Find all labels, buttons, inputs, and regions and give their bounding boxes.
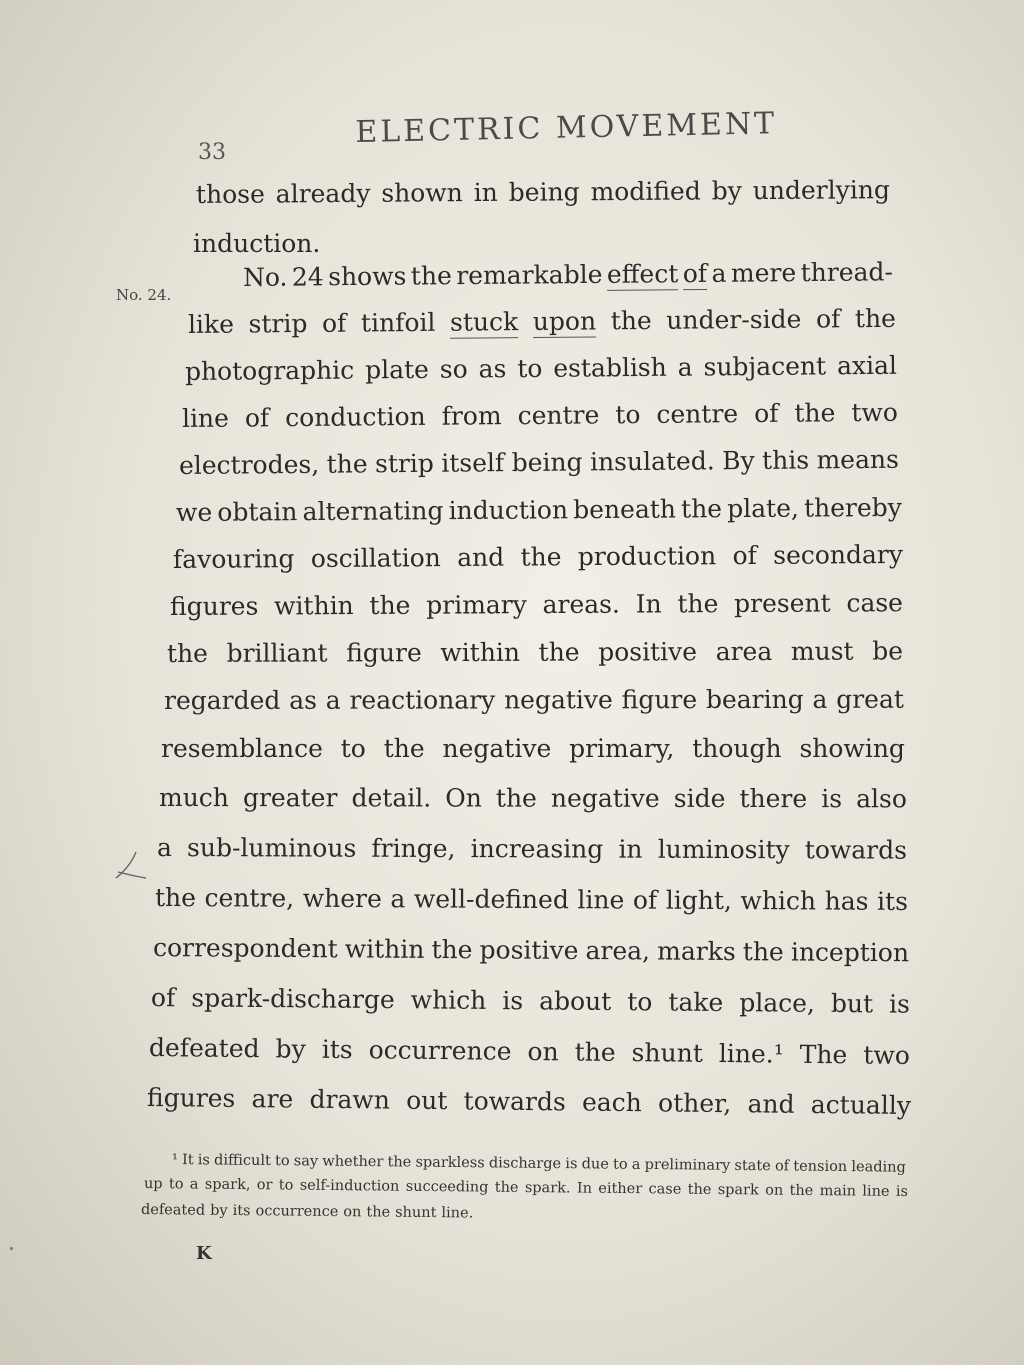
word: each	[581, 1087, 643, 1118]
footnote-word: leading	[851, 1159, 906, 1176]
word: the	[538, 637, 580, 667]
word: be	[872, 636, 904, 666]
word: In	[635, 589, 662, 619]
word: induction	[448, 495, 569, 526]
word: the	[574, 1037, 616, 1067]
word: itself	[441, 448, 505, 478]
footnote-word: discharge	[488, 1155, 562, 1173]
word: alternating	[302, 496, 444, 527]
word: occurrence	[368, 1035, 512, 1066]
word: insulated.	[589, 446, 715, 477]
word: a	[677, 352, 693, 382]
word: a	[711, 258, 727, 288]
footnote-word: the	[687, 1181, 712, 1198]
word: to	[615, 399, 641, 430]
footnote-word: by	[210, 1202, 228, 1219]
text-line	[149, 1033, 910, 1071]
text-line	[196, 175, 890, 210]
margin-note: No. 24.	[116, 286, 172, 304]
word: defeated	[148, 1033, 260, 1064]
footnote-word: to	[278, 1177, 294, 1194]
word: a	[156, 833, 172, 863]
word: the	[369, 590, 411, 620]
word: obtain	[217, 497, 298, 527]
word: those	[195, 179, 265, 209]
text-line	[243, 257, 893, 294]
word: On	[445, 783, 482, 813]
word: tinfoil	[360, 307, 436, 338]
word: of	[732, 540, 757, 571]
word: shown	[381, 178, 463, 208]
word: also	[856, 784, 907, 814]
footnote-word: sparkless	[415, 1154, 485, 1172]
word: is	[502, 986, 524, 1016]
word: the	[680, 494, 723, 524]
word: the	[383, 734, 425, 763]
word: areas.	[542, 589, 621, 620]
word: effect	[606, 259, 679, 289]
word: establish	[553, 352, 667, 383]
word: the	[794, 398, 836, 428]
word: thereby	[803, 492, 902, 523]
footnote-word: the	[387, 1154, 412, 1171]
word: to	[627, 987, 653, 1017]
word: side	[673, 783, 726, 813]
word: well-defined	[413, 884, 569, 915]
footnote-word: state	[734, 1157, 771, 1175]
word: as	[289, 685, 317, 715]
footnote-word: its	[232, 1202, 251, 1220]
word: the	[495, 783, 537, 813]
text-line	[167, 636, 903, 669]
word: the	[166, 638, 209, 668]
paper-speck	[10, 1247, 13, 1250]
word: the	[854, 303, 897, 334]
word: correspondent	[152, 933, 338, 964]
word: its	[321, 1034, 353, 1065]
word: out	[406, 1085, 448, 1116]
word: in	[618, 834, 643, 864]
text-line	[159, 783, 907, 814]
word: marks	[657, 936, 736, 967]
footnote-word: spark	[717, 1182, 759, 1199]
word: means	[816, 444, 899, 475]
footnote-word: either	[598, 1180, 643, 1198]
word: we	[175, 497, 213, 527]
word: luminosity	[657, 834, 790, 865]
word: remarkable	[456, 259, 603, 291]
text-line	[161, 734, 905, 764]
word: spark-discharge	[191, 983, 395, 1015]
word: beneath	[573, 494, 677, 525]
word: figure	[621, 685, 698, 715]
word: subjacent	[703, 351, 827, 382]
word: line	[577, 885, 625, 915]
word: great	[836, 684, 904, 714]
word: photographic	[184, 355, 355, 386]
word: figure	[346, 638, 422, 668]
word: strip	[248, 308, 308, 339]
word: drawn	[309, 1084, 391, 1115]
text-line	[157, 833, 907, 866]
word: of	[632, 885, 658, 915]
footnote-word: shunt	[395, 1204, 437, 1222]
word: of	[682, 258, 708, 289]
footnote-word: In	[576, 1180, 593, 1197]
word: the	[610, 305, 652, 336]
word: from	[441, 401, 502, 431]
text-line	[182, 398, 898, 434]
word: negative	[550, 783, 660, 813]
word: to	[517, 353, 543, 384]
word: line	[181, 403, 230, 433]
word: its	[877, 886, 909, 916]
word: negative	[442, 734, 552, 763]
word: shunt	[631, 1038, 703, 1068]
page-number: 33	[198, 140, 226, 165]
word: detail.	[351, 783, 432, 813]
word: plate	[365, 354, 430, 385]
word: primary,	[569, 734, 675, 763]
word: and	[747, 1089, 795, 1119]
word: in	[473, 177, 498, 208]
word: a	[325, 685, 341, 715]
word: within	[440, 637, 521, 668]
footnote-word: is	[565, 1156, 578, 1173]
footnote-word: say	[293, 1153, 319, 1170]
word: plate,	[727, 493, 800, 524]
word: which	[410, 985, 487, 1015]
word: showing	[799, 734, 905, 763]
word: sub-luminous	[186, 833, 357, 863]
word: inception	[790, 937, 910, 968]
footnote-word: self-induction	[299, 1177, 400, 1195]
word: about	[539, 986, 612, 1017]
text-line	[155, 883, 908, 917]
word: towards	[463, 1086, 566, 1117]
text-line	[173, 540, 903, 575]
word: of	[754, 398, 779, 429]
footnote-word: the	[494, 1179, 519, 1196]
footnote-word: on	[343, 1204, 362, 1221]
footnote-word: to	[275, 1153, 290, 1170]
word: the	[520, 542, 562, 572]
word: axial	[836, 350, 898, 381]
text-line	[179, 445, 899, 481]
word: the	[410, 261, 452, 291]
word: upon	[532, 306, 597, 336]
word: line.¹	[718, 1038, 784, 1069]
word: is	[821, 784, 843, 814]
word: the	[154, 883, 197, 913]
footnote-word: the	[789, 1182, 814, 1200]
word: there	[739, 784, 808, 814]
word: must	[790, 636, 854, 666]
word: of	[244, 403, 270, 433]
word: within	[344, 934, 425, 964]
word: positive	[598, 637, 698, 667]
word: within	[274, 591, 354, 621]
word: bearing	[705, 684, 804, 715]
footnote-word: spark,	[204, 1176, 251, 1194]
footnote-word: spark.	[524, 1179, 571, 1197]
word: strip	[374, 448, 434, 479]
word: by	[711, 176, 742, 206]
footnote-word: succeeding	[405, 1178, 489, 1196]
word: two	[863, 1040, 911, 1070]
word: has	[824, 886, 869, 916]
word: primary	[426, 590, 527, 620]
word: greater	[242, 783, 338, 813]
word: already	[275, 178, 371, 209]
word: oscillation	[310, 543, 441, 574]
word: being	[508, 177, 580, 207]
text-line	[193, 229, 321, 259]
word: being	[511, 447, 583, 478]
word: towards	[804, 835, 908, 865]
word: much	[158, 783, 229, 813]
word: mere	[730, 258, 797, 288]
text-line	[147, 1083, 911, 1121]
word: conduction	[285, 401, 426, 433]
word: like	[187, 309, 235, 339]
word: negative	[504, 685, 613, 715]
word: is	[888, 989, 911, 1019]
footnote-word: whether	[322, 1153, 384, 1171]
footnote-word: line.	[441, 1205, 474, 1222]
footnote-word: preliminary	[644, 1156, 731, 1174]
word: favouring	[172, 544, 295, 574]
word: No.	[242, 262, 288, 292]
word: centre	[517, 400, 600, 431]
footnote-word: difficult	[214, 1152, 271, 1170]
text-line	[151, 983, 910, 1020]
footnote-word: to	[612, 1156, 628, 1173]
word: where	[302, 883, 382, 914]
word: case	[846, 588, 904, 618]
text-line	[170, 588, 903, 622]
word: a	[390, 884, 406, 914]
word: area	[715, 636, 773, 667]
word: so	[439, 354, 468, 384]
word: reactionary	[349, 685, 496, 715]
word: of	[150, 983, 176, 1013]
text-line	[188, 304, 896, 341]
word: figures	[169, 591, 259, 621]
word: 24	[291, 262, 324, 292]
word: brilliant	[226, 638, 328, 668]
word: as	[478, 354, 507, 384]
word: By	[722, 445, 755, 476]
word: under-side	[666, 304, 802, 335]
word: of	[815, 304, 841, 334]
word: the	[431, 934, 473, 965]
footnote-word: of	[774, 1158, 790, 1175]
word: positive	[479, 935, 579, 965]
footnote-word: due	[581, 1156, 609, 1173]
word: area,	[585, 936, 651, 966]
word: The	[799, 1039, 848, 1070]
signature-mark: K	[196, 1243, 212, 1264]
word: centre	[656, 399, 739, 429]
word: a	[812, 684, 828, 714]
word: the	[677, 589, 719, 619]
word: centre,	[204, 883, 295, 913]
word: stuck	[449, 307, 519, 337]
word: production	[577, 541, 717, 572]
word: regarded	[163, 685, 281, 715]
word: electrodes,	[178, 449, 320, 480]
word: the	[742, 937, 784, 967]
word: increasing	[470, 834, 604, 864]
word: of	[321, 308, 347, 338]
word: two	[851, 397, 899, 428]
word: the	[326, 449, 368, 479]
footnote-word: the	[366, 1204, 391, 1221]
word: which	[740, 886, 817, 916]
footnote-word: ¹	[171, 1152, 178, 1169]
word: though	[692, 734, 782, 763]
footnote-word: is	[197, 1152, 210, 1169]
word: light,	[665, 885, 732, 916]
footnote-word: case	[648, 1181, 682, 1198]
text-line	[176, 493, 902, 528]
footnote-word: occurrence	[255, 1203, 339, 1221]
word: are	[251, 1084, 294, 1114]
text-line	[185, 351, 897, 387]
word: but	[830, 988, 874, 1019]
text-line	[164, 685, 904, 716]
running-head: ELECTRIC MOVEMENT	[355, 106, 778, 150]
word: place,	[739, 988, 816, 1018]
footnote-word: It	[181, 1152, 194, 1169]
text-line	[153, 933, 909, 968]
footnote-word: tension	[793, 1158, 848, 1176]
footnote-word: or	[256, 1177, 273, 1194]
footnote-word: defeated	[140, 1202, 206, 1219]
word: shows	[328, 261, 407, 292]
word: to	[340, 734, 366, 763]
word: figures	[146, 1083, 236, 1113]
word: modified	[590, 176, 701, 207]
word: on	[527, 1036, 559, 1067]
word: induction.	[193, 229, 321, 258]
word: other,	[657, 1088, 732, 1119]
word: this	[761, 445, 810, 475]
word: take	[668, 987, 724, 1017]
footnote-word: on	[765, 1182, 784, 1199]
word: present	[734, 588, 831, 619]
word: thread-	[800, 257, 894, 288]
footnote-line	[140, 1198, 474, 1225]
footnote-word: a	[631, 1156, 641, 1173]
footnote-word: a	[189, 1176, 199, 1193]
word: actually	[810, 1089, 912, 1120]
word: secondary	[773, 539, 904, 570]
footnote-word: main	[819, 1183, 857, 1200]
footnote-word: is	[895, 1183, 909, 1200]
footnote-word: to	[168, 1176, 184, 1193]
word: underlying	[752, 175, 890, 206]
pencil-mark-icon	[112, 848, 152, 888]
footnote-word: up	[143, 1176, 163, 1193]
word: and	[457, 542, 505, 573]
word: resemblance	[161, 734, 323, 763]
footnote-word: line	[862, 1183, 890, 1200]
word: by	[275, 1034, 306, 1064]
word: fringe,	[371, 833, 456, 864]
